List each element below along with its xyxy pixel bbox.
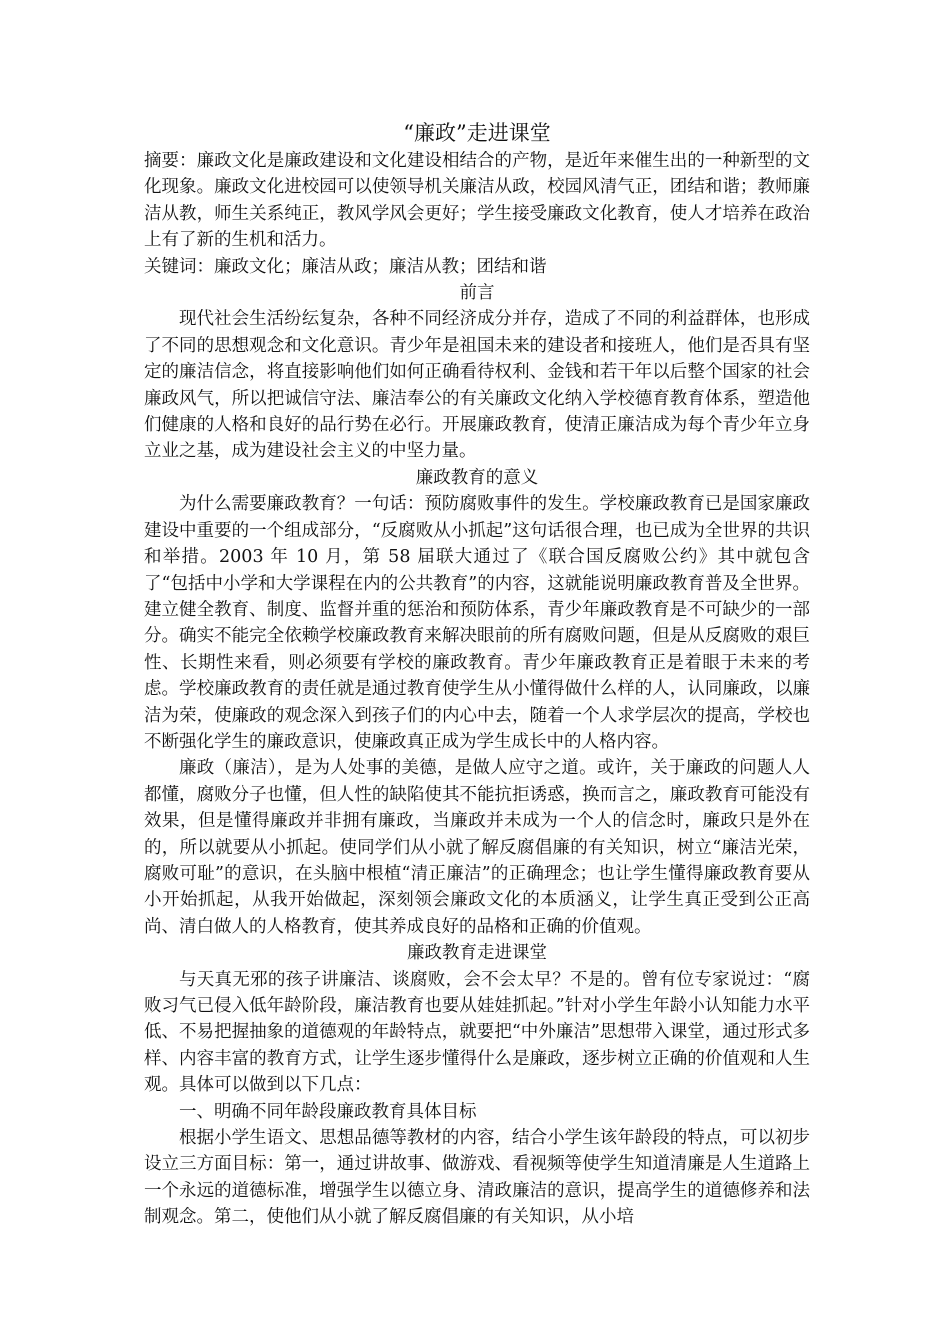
document-title: “廉政”走进课堂: [403, 121, 551, 145]
keywords-text: 关键词：廉政文化；廉洁从政；廉洁从教；团结和谐: [144, 256, 547, 277]
abstract-text: 摘要：廉政文化是廉政建设和文化建设相结合的产物，是近年来催生出的一种新型的文化现象。廉政文化进校园可以使领导机关廉洁从政，校园风清气正，团结和谐；教师廉洁从教，师生关系纯正，教风学风会更好；学生接受廉政文化教育，使人才培养在政治上有了新的生机和活力。: [144, 151, 810, 251]
classroom-paragraph-1: 与天真无邪的孩子讲廉洁、谈腐败，会不会太早？不是的。曾有位专家说过：“腐败习气已侵入低年龄阶段，廉洁教育也要从娃娃抓起。”针对小学生年龄小认知能力水平低、不易把握抽象的道德观的年龄特点，就要把“中外廉洁”思想带入课堂，通过形式多样、内容丰富的教育方式，让学生逐步懂得什么是廉政，逐步树立正确的价值观和人生观。具体可以做到以下几点：: [144, 969, 810, 1096]
significance-paragraph-1: 为什么需要廉政教育？一句话：预防腐败事件的发生。学校廉政教育已是国家廉政建设中重要的一个组成部分，“反腐败从小抓起”这句话很合理，也已成为全世界的共识和举措。2003 年 10 月，第 58 届联大通过了《联合国反腐败公约》其中就包含了“包括中小学和大学课程在内的公共教育”的内容，这就能说明廉政教育普及全世界。建立健全教育、制度、监督并重的惩治和预防体系，青少年廉政教育是不可缺少的一部分。确实不能完全依赖学校廉政教育来解决眼前的所有腐败问题，但是从反腐败的艰巨性、长期性来看，则必须要有学校的廉政教育。青少年廉政教育正是着眼于未来的考虑。学校廉政教育的责任就是通过教育使学生从小懂得做什么样的人，认同廉政，以廉洁为荣，使廉政的观念深入到孩子们的内心中去，随着一个人求学层次的提高，学校也不断强化学生的廉政意识，使廉政真正成为学生成长中的人格内容。: [144, 494, 810, 752]
preface-paragraph: 现代社会生活纷纭复杂，各种不同经济成分并存，造成了不同的利益群体，也形成了不同的思想观念和文化意识。青少年是祖国未来的建设者和接班人，他们是否具有坚定的廉洁信念，将直接影响他们如何正确看待权利、金钱和若干年以后整个国家的社会廉政风气，所以把诚信守法、廉洁奉公的有关廉政文化纳入学校德育教育体系，塑造他们健康的人格和良好的品行势在必行。开展廉政教育，使清正廉洁成为每个青少年立身立业之基，成为建设社会主义的中坚力量。: [144, 309, 810, 462]
section-heading-classroom: 廉政教育走进课堂: [407, 943, 547, 964]
classroom-paragraph-2: 根据小学生语文、思想品德等教材的内容，结合小学生该年龄段的特点，可以初步设立三方面目标：第一，通过讲故事、做游戏、看视频等使学生知道清廉是人生道路上一个永远的道德标准，增强学生以德立身、清政廉洁的意识，提高学生的道德修养和法制观念。第二，使他们从小就了解反腐倡廉的有关知识，从小培: [144, 1128, 810, 1228]
significance-paragraph-2: 廉政（廉洁），是为人处事的美德，是做人应守之道。或许，关于廉政的问题人人都懂，腐败分子也懂，但人性的缺陷使其不能抗拒诱惑，换而言之，廉政教育可能没有效果，但是懂得廉政并非拥有廉政，当廉政并未成为一个人的信念时，廉政只是外在的，所以就要从小抓起。使同学们从小就了解反腐倡廉的有关知识，树立“廉洁光荣，腐败可耻”的意识，在头脑中根植“清正廉洁”的正确理念；也让学生懂得廉政教育要从小开始抓起，从我开始做起，深刻领会廉政文化的本质涵义，让学生真正受到公正高尚、清白做人的人格教育，使其养成良好的品格和正确的价值观。: [144, 758, 810, 937]
section-heading-significance: 廉政教育的意义: [415, 467, 539, 488]
document-page: [144, 118, 810, 1231]
classroom-subheading-1: 一、明确不同年龄段廉政教育具体目标: [179, 1101, 477, 1122]
section-heading-preface: 前言: [459, 283, 495, 304]
